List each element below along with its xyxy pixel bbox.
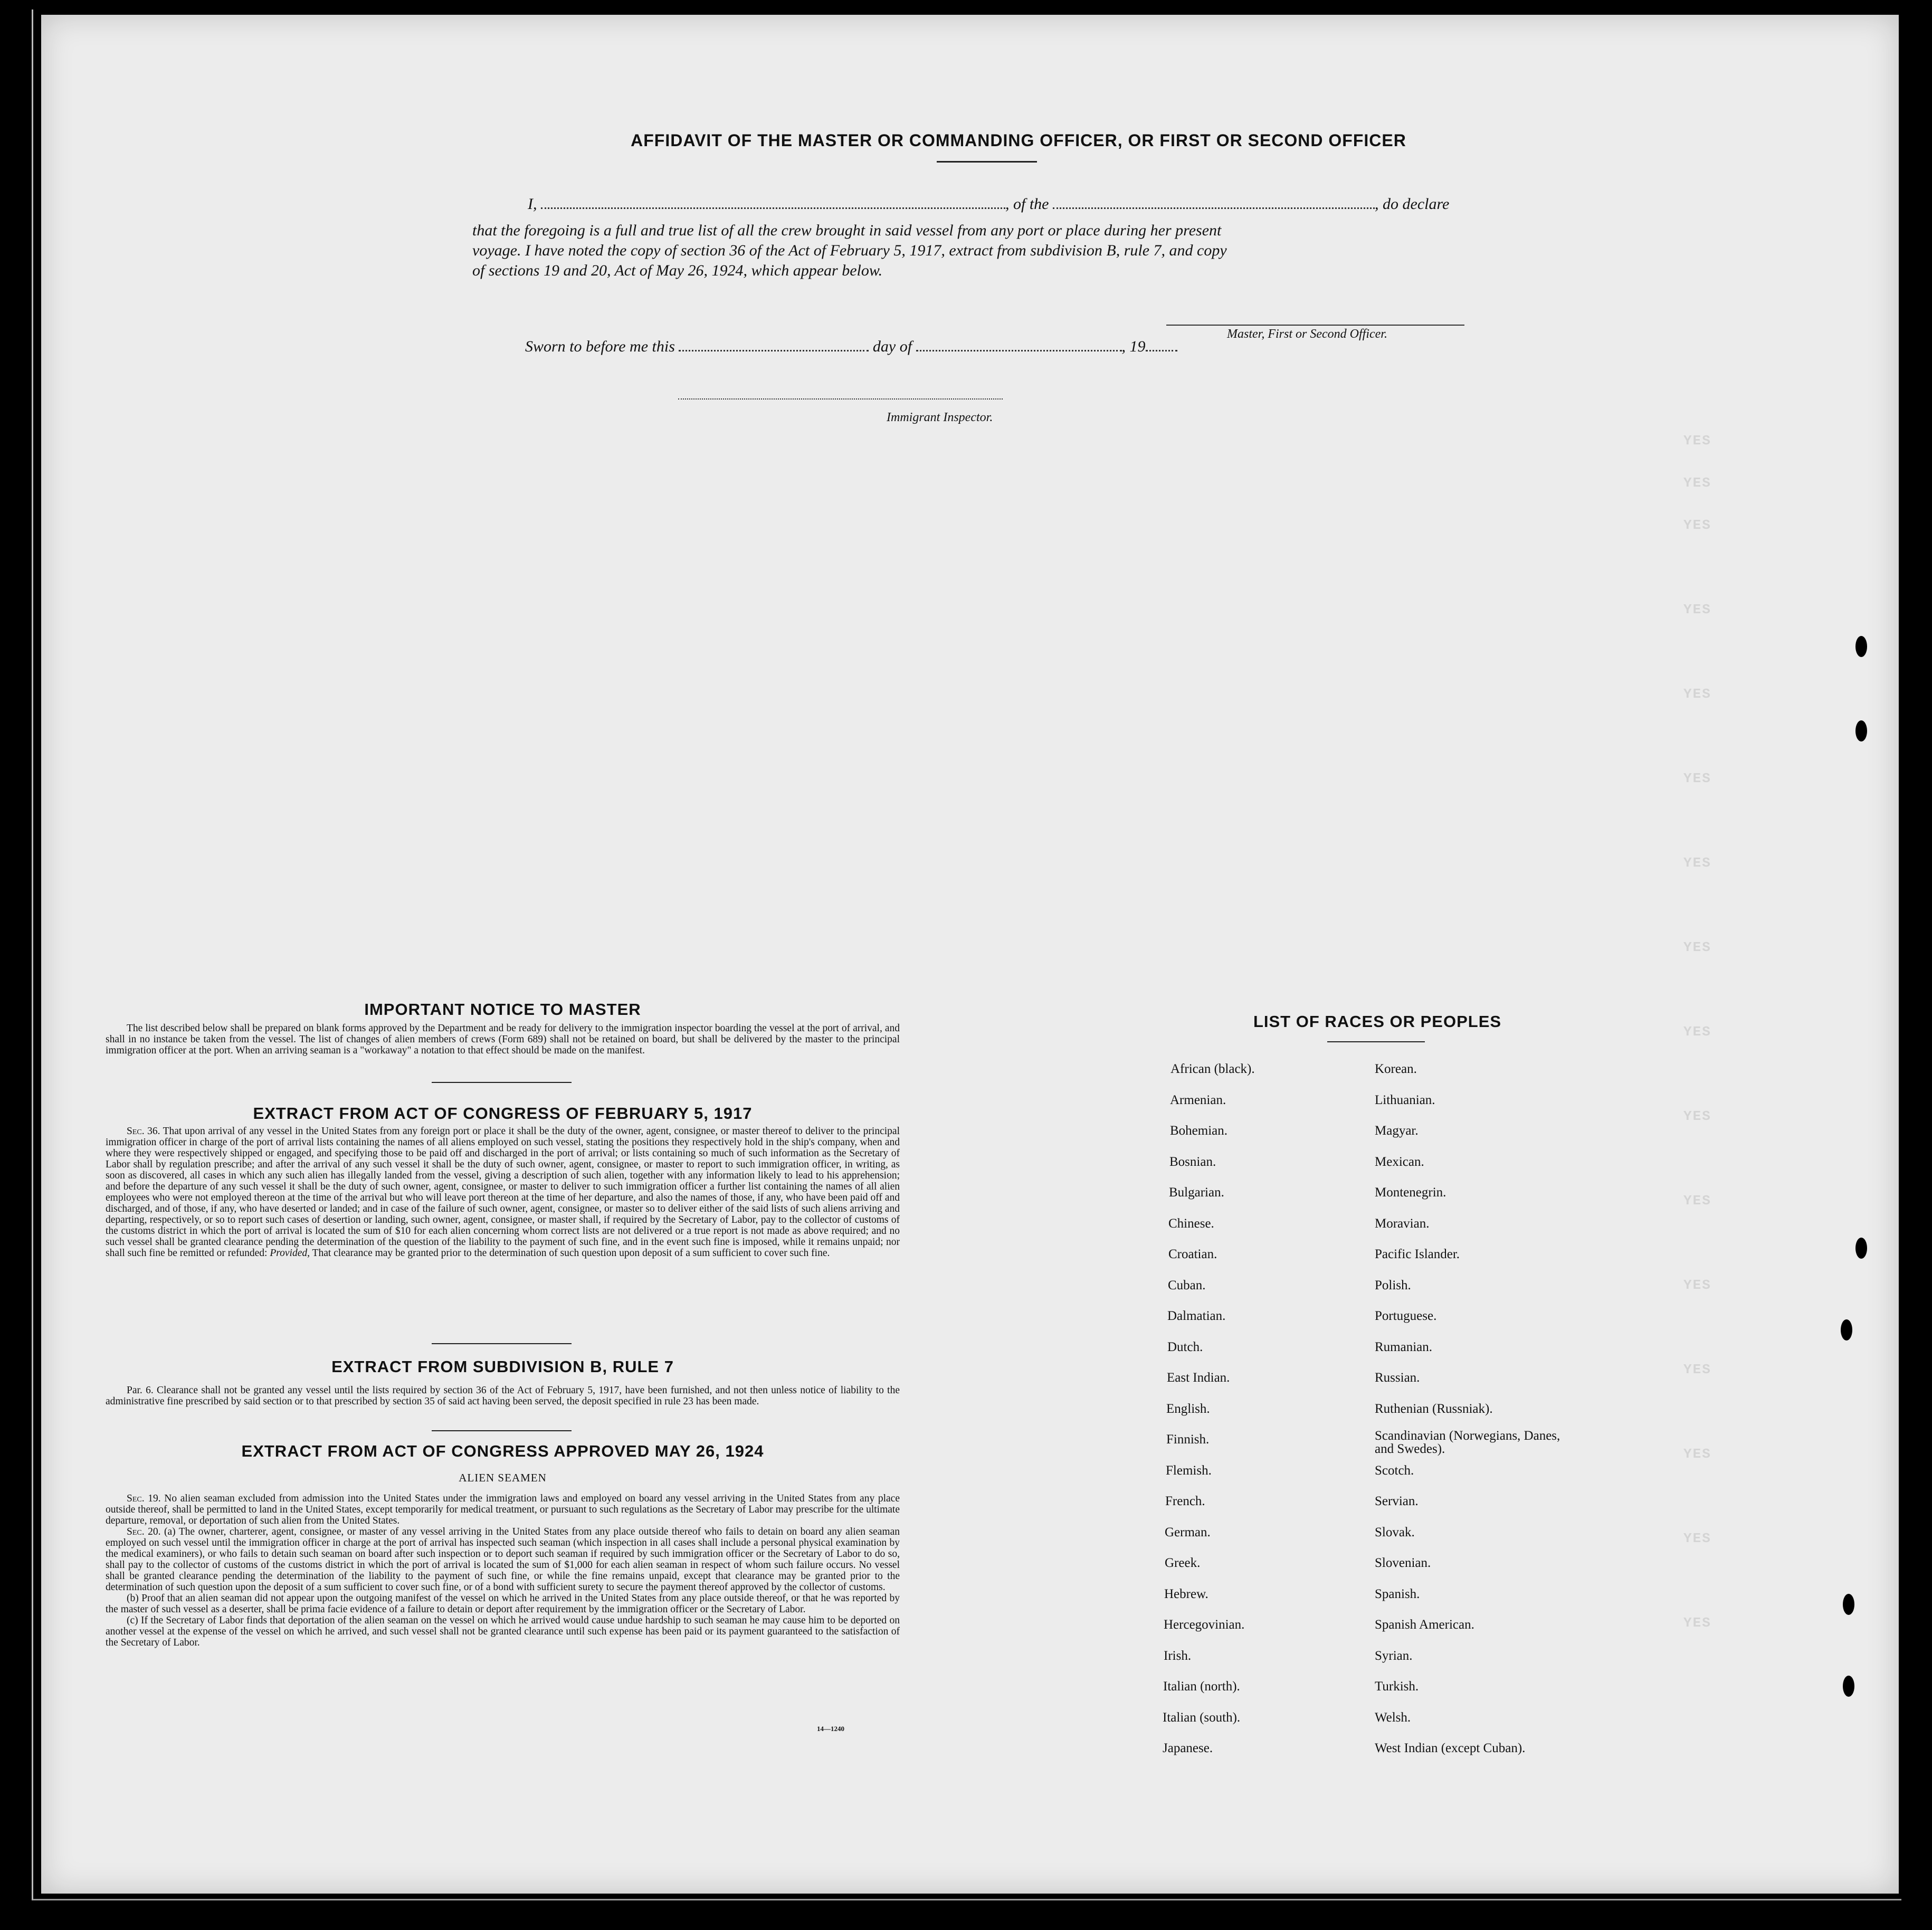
race-item: Dutch. [1167, 1340, 1203, 1354]
sworn-month-field[interactable] [916, 350, 1122, 351]
notice-title: IMPORTANT NOTICE TO MASTER [364, 1000, 641, 1019]
notice-text: The list described below shall be prepared on blank forms approved by the Department and be ready for delivery to the immigration inspector boarding the vessel at the port of arrival, and shall in no instance be taken from the vessel. The list of changes of alien members of crews (Form 689) shall not be retained on board, but shall be delivered by the master to the principal immigration officer at the port. When an arriving seaman is a "workaway" a notation to that effect should be made on the manifest. [106, 1023, 900, 1056]
sec-20b: (b) Proof that an alien seaman did not appear upon the outgoing manifest of the vessel on which he arrived in the United States from any place outside thereof, or that he was reported by the master of such vessel as a deserter, shall be prima facie evidence of a failure to detain or deport after requirement by the immigration officer or the Secretary of Labor. [106, 1593, 900, 1615]
officer-name-field[interactable] [541, 207, 1005, 209]
extract-1917-title: EXTRACT FROM ACT OF CONGRESS OF FEBRUARY 5, 1917 [253, 1104, 753, 1123]
race-item: Chinese. [1168, 1216, 1214, 1231]
form-number: 14—1240 [817, 1725, 844, 1733]
inspector-label: Immigrant Inspector. [887, 411, 993, 424]
affidavit-of-the-label: , of the [1005, 195, 1049, 213]
race-item: Hebrew. [1164, 1587, 1208, 1601]
race-item: Moravian. [1375, 1216, 1430, 1231]
extract-1924-subtitle: ALIEN SEAMEN [459, 1471, 547, 1484]
extract-rule7-title: EXTRACT FROM SUBDIVISION B, RULE 7 [331, 1357, 674, 1376]
race-item: Polish. [1375, 1278, 1411, 1292]
master-signature-label: Master, First or Second Officer. [1227, 327, 1387, 341]
extract-1924-title: EXTRACT FROM ACT OF CONGRESS APPROVED MAY 26, 1924 [241, 1442, 764, 1460]
sec-20-label: Sec. 20. [127, 1526, 161, 1537]
affidavit-declaration-line [528, 195, 1504, 213]
affidavit-body-line: of sections 19 and 20, Act of May 26, 1924, which appear below. [472, 262, 883, 279]
race-item: Croatian. [1168, 1247, 1217, 1261]
sec-36-text: That upon arrival of any vessel in the United States from any foreign port or place it shall be the duty of the owner, agent, consignee, or master thereof to deliver to the principal immigration officer in charge of the port of arrival lists containing the names of all aliens employed on such vessel, stating the positions they respectively hold in the ship's company, when and where they were respectively shipped or engaged, and specifying those to be paid off and discharged in the port of arrival; or lists containing so much of such information as the Secretary of Labor shall by regulation prescribe; and after the arrival of any such vessel it shall be the duty of such owner, agent, consignee, or master to report to such immigration officer, in writing, as soon as discovered, all cases in which any such alien has illegally landed from the vessel, giving a description of such alien, together with any information likely to lead to his apprehension; and before the departure of any such vessel it shall be the duty of such owner, agent, consignee, or master to deliver to such immigration officer a further list containing the names of all alien employees who were not employed thereon at the time of the arrival but who will leave port thereon at the time of her departure, and also the names of those, if any, who have been paid off and discharged, and of those, if any, who have deserted or landed; and in case of the failure of such owner, agent, consignee, or master so to deliver either of the said lists of such aliens arriving and departing, respectively, or so to report such cases of desertion or landing, such owner, agent, consignee, or master shall, if required by the Secretary of Labor, pay to the collector of customs of the customs district in which the port of arrival is located the sum of $10 for each alien concerning whom correct lists are not delivered or a true report is not made as above required; and no such vessel shall be granted clearance pending the determination of the question of the liability to the payment of such fine, and in the event such fine is imposed, while it remains unpaid; nor shall such fine be remitted or refunded: [106, 1126, 900, 1259]
extract-rule7-rule [432, 1430, 572, 1431]
race-item: East Indian. [1167, 1371, 1230, 1385]
notice-rule [432, 1082, 572, 1083]
race-item: Korean. [1375, 1062, 1417, 1076]
race-item: West Indian (except Cuban). [1375, 1741, 1526, 1755]
race-item: Servian. [1375, 1494, 1419, 1508]
sec-20c: (c) If the Secretary of Labor finds that deportation of the alien seaman on the vessel on which he arrived would cause undue hardship to such seaman he may cause him to be deported on another vessel at the expense of the vessel on which he arrived, and such vessel shall not be granted clearance until such expense has been paid or its payment guaranteed to the satisfaction of the Secretary of Labor. [106, 1615, 900, 1648]
proviso-label: Provided, [270, 1248, 310, 1259]
race-item: Spanish American. [1375, 1618, 1474, 1632]
extract-1917-rule [432, 1343, 572, 1344]
race-item: Hercegovinian. [1164, 1618, 1245, 1632]
race-item: Finnish. [1166, 1432, 1210, 1447]
proviso-text: That clearance may be granted prior to the determination of such question upon deposit of a sum sufficient to cover such fine. [312, 1248, 830, 1259]
sec-19 [106, 1493, 900, 1526]
affidavit-i-label: I, [528, 195, 537, 213]
sec-36-label: Sec. 36. [127, 1126, 160, 1137]
race-item: Magyar. [1375, 1124, 1419, 1138]
race-item: Bosnian. [1169, 1155, 1216, 1169]
race-item: Rumanian. [1375, 1340, 1433, 1354]
race-item: Armenian. [1170, 1093, 1226, 1107]
race-item: Spanish. [1375, 1587, 1420, 1601]
race-item: Scotch. [1375, 1463, 1414, 1478]
race-item: English. [1166, 1402, 1210, 1416]
master-signature-line[interactable] [1166, 325, 1464, 326]
race-item: Bohemian. [1170, 1124, 1228, 1138]
extract-rule7-text: Par. 6. Clearance shall not be granted any vessel until the lists required by section 36 of the Act of February 5, 1917, have been furnished, and not then unless notice of liability to the administrative fine prescribed by said section or to that prescribed by section 35 of said act having been served, the deposit specified in rule 23 has been made. [106, 1385, 900, 1407]
race-item: Portuguese. [1375, 1309, 1437, 1323]
race-item: Turkish. [1375, 1679, 1419, 1694]
race-item: Welsh. [1375, 1710, 1411, 1725]
sec-19-label: Sec. 19. [127, 1493, 161, 1504]
race-item: Mexican. [1375, 1155, 1424, 1169]
race-item: Greek. [1165, 1556, 1201, 1570]
race-item: Dalmatian. [1167, 1309, 1226, 1323]
affidavit-body [472, 221, 1507, 281]
race-item: French. [1165, 1494, 1205, 1508]
races-title: LIST OF RACES OR PEOPLES [1253, 1012, 1502, 1031]
sec-20a-text: (a) The owner, charterer, agent, consignee, or master of any vessel arriving in the United States from any place outside thereof who fails to detain on board any alien seaman employed on such vessel until the immigration officer in charge at the port of arrival has inspected such seaman (which inspection in all cases shall include a personal physical examination by the medical examiners), or who fails to detain such seaman on board after such inspection or to deport such seaman if required by such immigration officer or the Secretary of Labor to do so, shall pay to the collector of customs of the customs district in which the port of arrival is located the sum of $1,000 for each alien seaman in respect of whom such failure occurs. No vessel shall be granted clearance pending the determination of the liability to the payment of such fine, or while the fine remains unpaid, except that clearance may be granted prior to the determination of such question upon the deposit of a sum sufficient to cover such fine, or of a bond with sufficient surety to secure the payment thereof approved by the collector of customs. [106, 1526, 900, 1593]
affidavit-body-line: that the foregoing is a full and true list of all the crew brought in said vessel from any port or place during her present [472, 222, 1222, 239]
race-item: Irish. [1164, 1649, 1192, 1663]
affidavit-do-declare-label: , do declare [1375, 195, 1450, 213]
race-item: Bulgarian. [1169, 1185, 1224, 1200]
affidavit-title-rule [937, 161, 1037, 163]
race-item: Flemish. [1166, 1463, 1212, 1478]
race-item: German. [1165, 1525, 1211, 1539]
affidavit-body-line: voyage. I have noted the copy of section 36 of the Act of February 5, 1917, extract from subdivision B, rule 7, and copy [472, 242, 1227, 259]
sworn-year-field[interactable] [1146, 350, 1177, 351]
sworn-day-field[interactable] [679, 350, 869, 351]
sec-20a [106, 1526, 900, 1593]
sworn-line [525, 338, 1177, 356]
extract-1924-text [106, 1493, 900, 1648]
sec-19-text: No alien seaman excluded from admission into the United States under the immigration laws and employed on board any vessel arriving in the United States from any place outside thereof, shall be permitted to land in the United States, except temporarily for medical treatment, or pursuant to such regulations as the Secretary of Labor may prescribe for the ultimate departure, removal, or deportation of such alien from the United States. [106, 1493, 900, 1526]
vessel-name-field[interactable] [1053, 207, 1375, 209]
race-item: African (black). [1170, 1062, 1255, 1076]
affidavit-title: AFFIDAVIT OF THE MASTER OR COMMANDING OFFICER, OR FIRST OR SECOND OFFICER [631, 131, 1406, 150]
race-item: Montenegrin. [1375, 1185, 1446, 1200]
race-item: Italian (south). [1163, 1710, 1241, 1725]
race-item: Russian. [1375, 1371, 1420, 1385]
race-item: Scandinavian (Norwegians, Danes, and Swedes). [1375, 1429, 1560, 1456]
sworn-year-label: , 19 [1121, 338, 1146, 355]
extract-1917-text [106, 1126, 900, 1259]
race-item: Ruthenian (Russniak). [1375, 1402, 1493, 1416]
races-title-rule [1327, 1041, 1425, 1042]
race-item: Cuban. [1168, 1278, 1206, 1292]
race-item: Slovenian. [1375, 1556, 1431, 1570]
race-item: Pacific Islander. [1375, 1247, 1460, 1261]
race-item: Syrian. [1375, 1649, 1413, 1663]
sworn-day-of-label: day of [872, 338, 912, 355]
sworn-label: Sworn to before me this [525, 338, 675, 355]
race-item: Italian (north). [1163, 1679, 1240, 1694]
inspector-signature-line[interactable] [678, 398, 1003, 400]
race-item: Slovak. [1375, 1525, 1415, 1539]
race-item: Lithuanian. [1375, 1093, 1435, 1107]
race-item: Japanese. [1163, 1741, 1213, 1755]
